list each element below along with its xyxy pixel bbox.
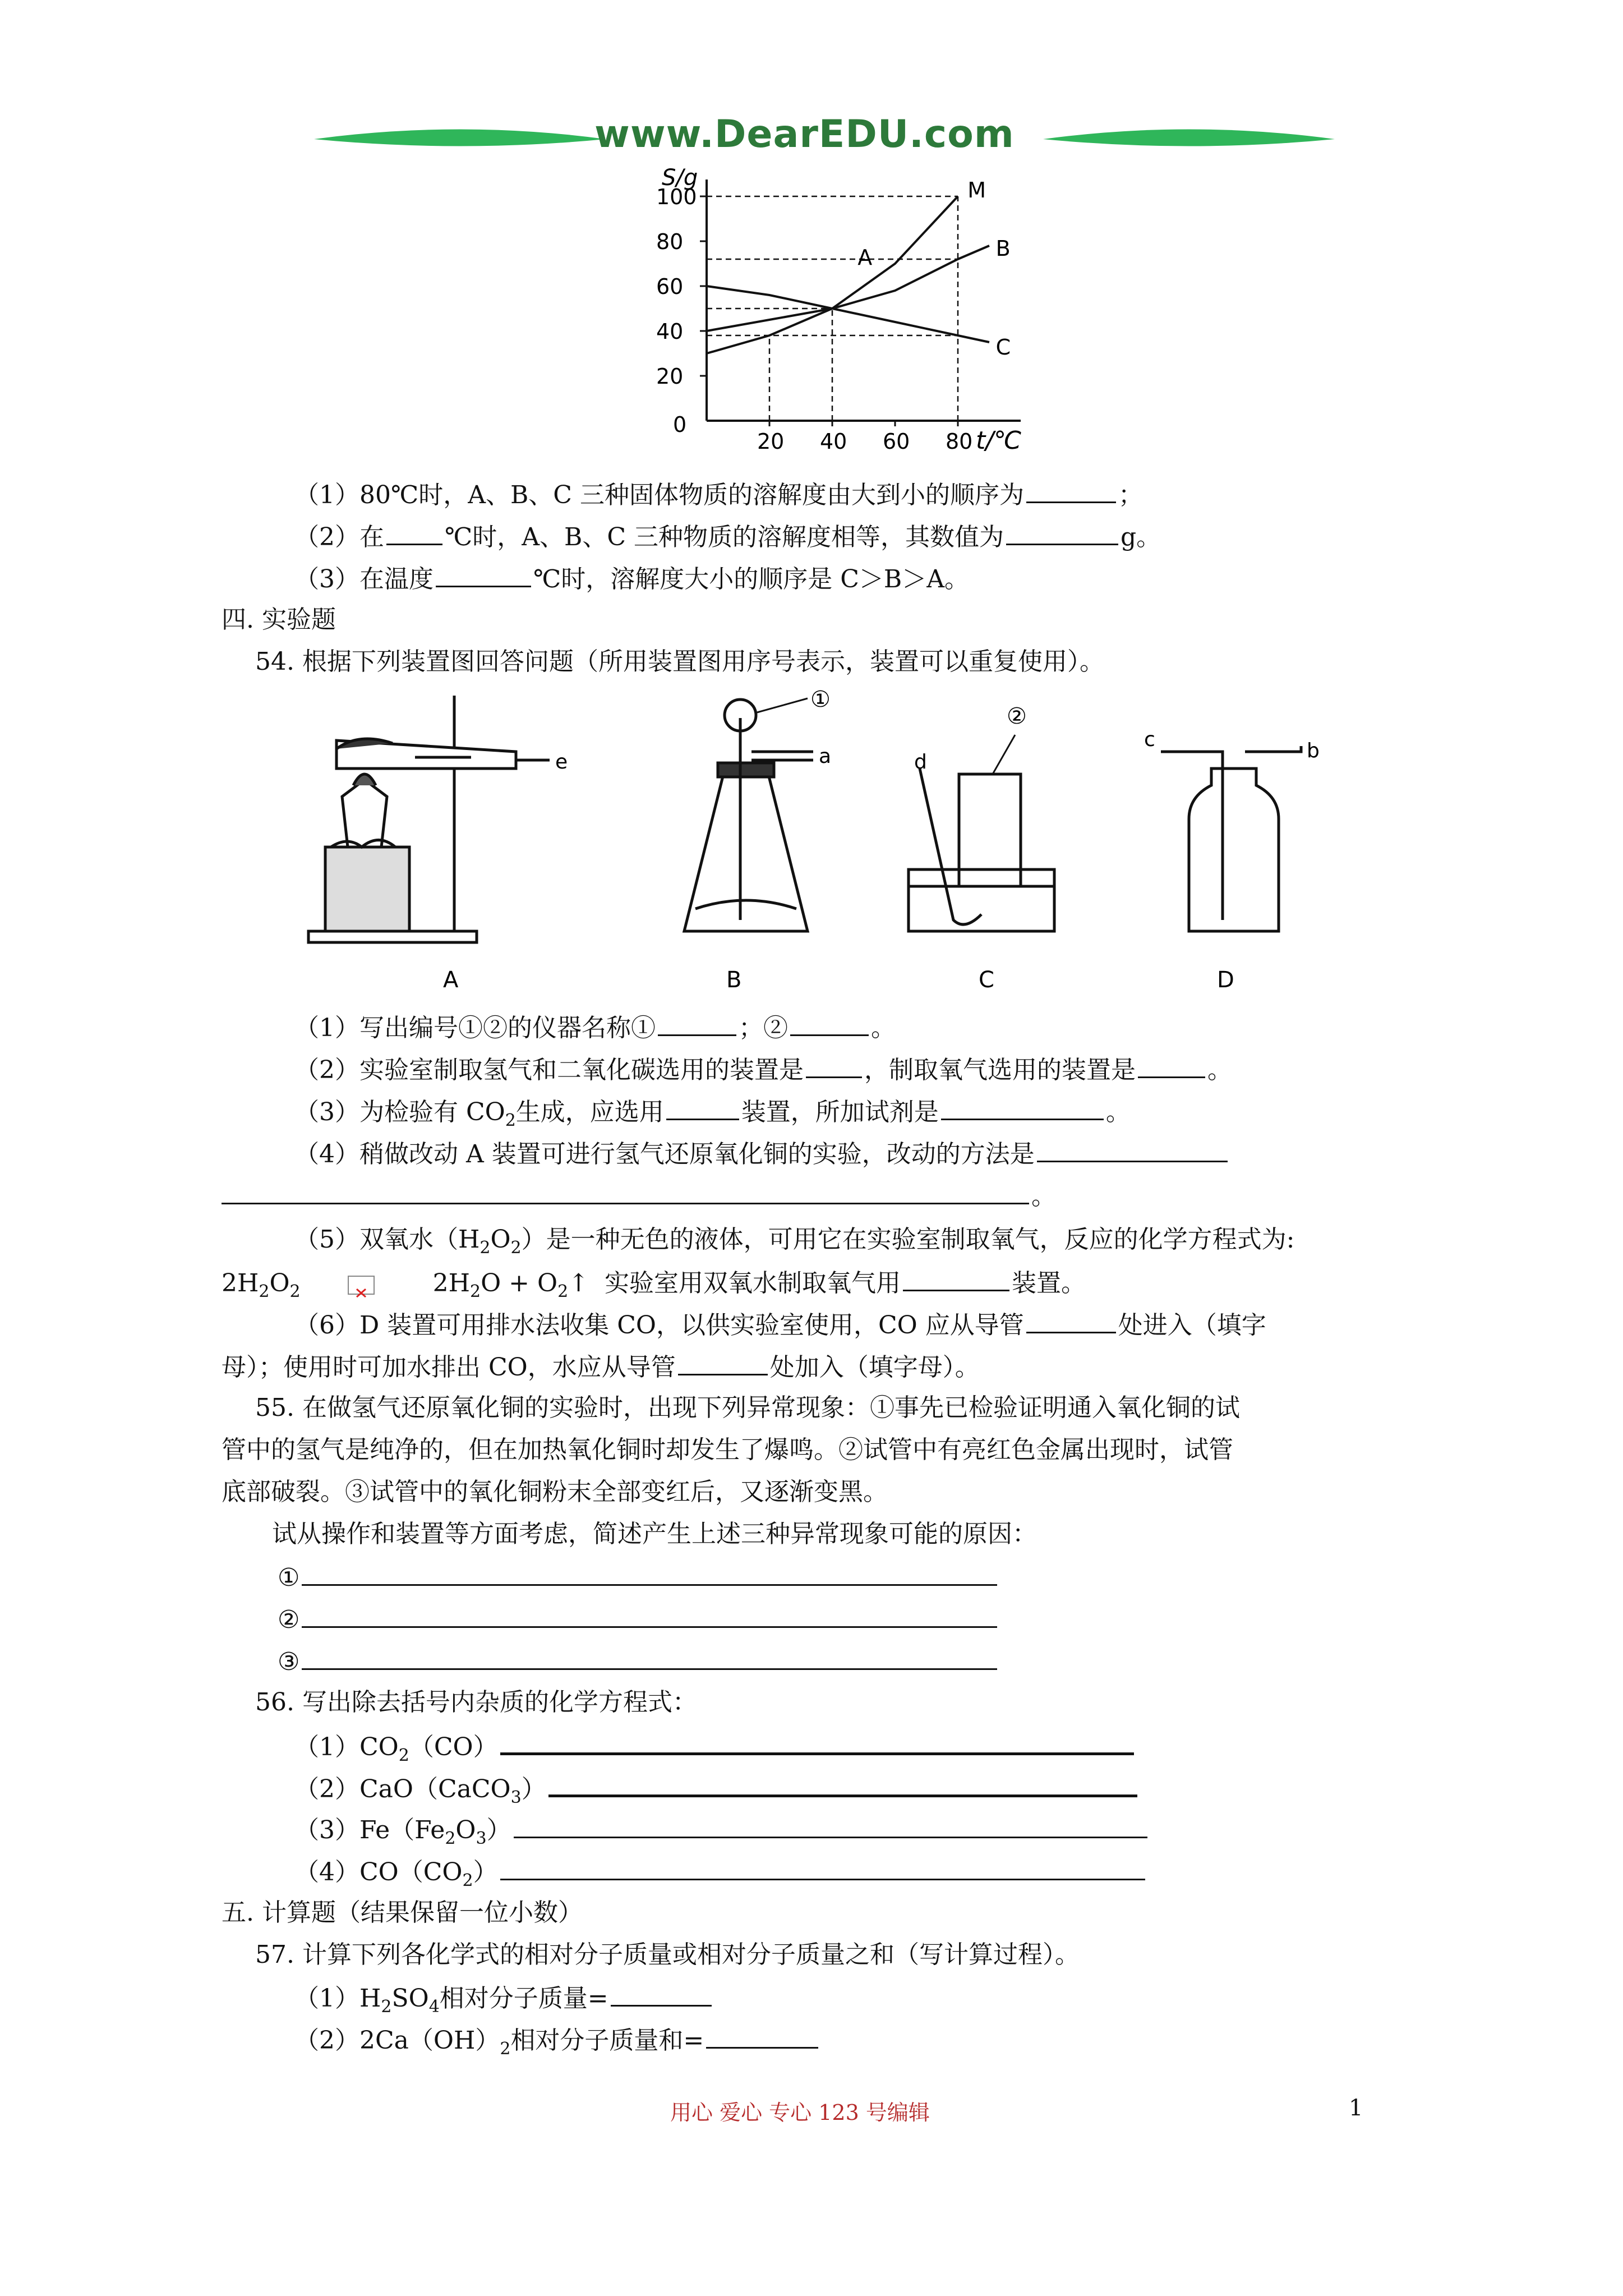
- q56-blank-2[interactable]: [548, 1770, 1137, 1797]
- y-tick-label: 60: [656, 274, 684, 299]
- q55-line1: 55. 在做氢气还原氧化铜的实验时，出现下列异常现象：①事先已检验证明通入氧化铜的试: [255, 1393, 1240, 1422]
- apparatus-a: [308, 696, 550, 942]
- mark-b: b: [1307, 739, 1320, 762]
- y-tick-label: 20: [656, 364, 684, 389]
- q53-blank-1[interactable]: [1026, 477, 1116, 503]
- q56-stem: 56. 写出除去括号内杂质的化学方程式：: [255, 1688, 697, 1717]
- q54-part1: （1）写出编号①②的仪器名称① ；② 。: [294, 1010, 896, 1045]
- q54-blank-8[interactable]: [222, 1178, 1029, 1204]
- q54-blank-2[interactable]: [790, 1010, 869, 1036]
- mark-2: ②: [1007, 703, 1027, 729]
- q53-blank-3[interactable]: [1006, 519, 1118, 545]
- q56-blank-4[interactable]: [500, 1854, 1145, 1880]
- q56-blank-3[interactable]: [514, 1812, 1147, 1838]
- x-tick-label: 80: [946, 429, 973, 454]
- x-axis-label: t/℃: [976, 426, 1022, 454]
- q54-blank-5[interactable]: [666, 1094, 739, 1120]
- q54-part4-cont: 。: [222, 1178, 1056, 1213]
- apparatus-b: [684, 700, 813, 931]
- page-number: 1: [1349, 2095, 1363, 2121]
- q56-blank-1[interactable]: [500, 1728, 1134, 1755]
- mark-a: a: [819, 745, 832, 768]
- q53-part1: （1）80℃时，A、B、C 三种固体物质的溶解度由大到小的顺序为 ；: [294, 477, 1143, 512]
- q55-line2: 管中的氢气是纯净的，但在加热氧化铜时却发生了爆鸣。②试管中有亮红色金属出现时，试管: [222, 1435, 1233, 1464]
- broken-image-icon: [348, 1276, 375, 1295]
- q55-line4: 试从操作和装置等方面考虑，简述产生上述三种异常现象可能的原因：: [272, 1520, 1037, 1548]
- q53-blank-4[interactable]: [436, 561, 531, 587]
- q54-blank-7[interactable]: [1037, 1136, 1228, 1162]
- label-d: D: [1217, 967, 1234, 993]
- q56-item3: $(3)Fe(Fe_2O_3)$: [294, 1812, 1150, 1856]
- q54-blank-9[interactable]: [903, 1265, 1009, 1291]
- q57-item1: $(1)H_2SO_4$相对分子质量=: [294, 1980, 714, 2024]
- q54-blank-6[interactable]: [941, 1094, 1104, 1120]
- q55-line3: 底部破裂。③试管中的氧化铜粉末全部变红后，又逐渐变黑。: [222, 1478, 888, 1506]
- q55-answer-2: ②: [278, 1602, 999, 1637]
- x-tick-label: 20: [757, 429, 785, 454]
- y-axis-label: S/g: [662, 165, 698, 191]
- q56-item2: （2）CaO（CaCO$_3$）: [294, 1770, 1140, 1815]
- q55-blank-1[interactable]: [302, 1559, 997, 1586]
- label-c: C: [979, 967, 994, 993]
- x-tick-label: 60: [883, 429, 910, 454]
- solubility-chart: [639, 163, 1043, 454]
- q54-part5: （5）双氧水$(H_2O_2)$是一种无色的液体，可用它在实验室制取氧气，反应的化学方程式为:: [294, 1225, 1295, 1258]
- q57-stem: 57. 计算下列各化学式的相对分子质量或相对分子质量之和（写计算过程）。: [255, 1940, 1080, 1969]
- header-logo: [314, 112, 1324, 168]
- q54-blank-11[interactable]: [678, 1349, 768, 1375]
- q54-blank-10[interactable]: [1026, 1307, 1116, 1333]
- site-logo-text[interactable]: www.DearEDU.com: [594, 112, 1015, 157]
- section-5-title: 五. 计算题（结果保留一位小数）: [222, 1898, 583, 1927]
- q54-blank-3[interactable]: [806, 1052, 862, 1078]
- q54-blank-1[interactable]: [658, 1010, 736, 1036]
- q53-part3: （3）在温度 ℃时，溶解度大小的顺序是 C＞B＞A。: [294, 561, 969, 596]
- mark-c: c: [1144, 728, 1155, 751]
- q55-answer-1: ①: [278, 1559, 999, 1595]
- q54-part5-equation: $2H_2O_2$ $2H_2O$ + $O_2↑$ 实验室用双氧水制取氧气用 装置。: [222, 1265, 1086, 1309]
- q55-blank-2[interactable]: [302, 1602, 997, 1628]
- label-b: B: [726, 967, 742, 993]
- label-a: A: [443, 967, 459, 993]
- origin-label: 0: [673, 412, 687, 437]
- logo-swoosh-left: [314, 122, 606, 156]
- q54-blank-4[interactable]: [1138, 1052, 1205, 1078]
- apparatus-diagram: [303, 684, 1368, 999]
- q53-blank-2[interactable]: [386, 519, 442, 545]
- q56-item4: $(4)CO(CO_2)$: [294, 1854, 1147, 1898]
- apparatus-c: [909, 769, 1054, 931]
- q54-stem: 54. 根据下列装置图回答问题（所用装置图用序号表示，装置可以重复使用）。: [255, 647, 1104, 676]
- y-tick-label: 100: [656, 185, 697, 209]
- mark-1: ①: [810, 687, 831, 712]
- x-tick-label: 40: [820, 429, 847, 454]
- apparatus-d: [1161, 746, 1301, 931]
- q54-part6-cont: 母）；使用时可加水排出 CO，水应从导管 处加入（填字母）。: [222, 1349, 980, 1384]
- q54-part6: （6）D 装置可用排水法收集 CO，以供实验室使用，CO 应从导管 处进入（填字: [294, 1307, 1266, 1342]
- curve-label-b: B: [995, 236, 1011, 261]
- mark-e: e: [555, 751, 568, 774]
- y-tick-label: 40: [656, 319, 684, 344]
- series-line-c: [707, 286, 989, 342]
- footer-text: 用心 爱心 专心 123 号编辑: [670, 2100, 930, 2125]
- q53-part2: （2）在 ℃时，A、B、C 三种物质的溶解度相等，其数值为 g。: [294, 519, 1161, 554]
- q54-part2: （2）实验室制取氢气和二氧化碳选用的装置是 ，制取氧气选用的装置是 。: [294, 1052, 1232, 1087]
- curve-label-a: A: [857, 245, 873, 270]
- q57-item2: $(2)2Ca(OH)_2$相对分子质量和=: [294, 2022, 820, 2066]
- curve-label-m: M: [967, 178, 986, 203]
- q54-part3: （3）为检验有 $CO_2$生成，应选用 装置，所加试剂是 。: [294, 1094, 1131, 1138]
- q55-answer-3: ③: [278, 1644, 999, 1679]
- q55-blank-3[interactable]: [302, 1644, 997, 1670]
- q56-item1: $(1)CO_2(CO)$: [294, 1728, 1136, 1773]
- mark-d: d: [914, 751, 927, 774]
- y-tick-label: 80: [656, 229, 684, 254]
- logo-swoosh-right: [1043, 122, 1335, 156]
- curve-label-c: C: [995, 335, 1011, 360]
- q57-blank-2[interactable]: [706, 2022, 818, 2049]
- q54-part4: （4）稍做改动 A 装置可进行氢气还原氧化铜的实验，改动的方法是: [294, 1136, 1230, 1171]
- q57-blank-1[interactable]: [611, 1980, 712, 2007]
- section-4-title: 四. 实验题: [222, 605, 336, 634]
